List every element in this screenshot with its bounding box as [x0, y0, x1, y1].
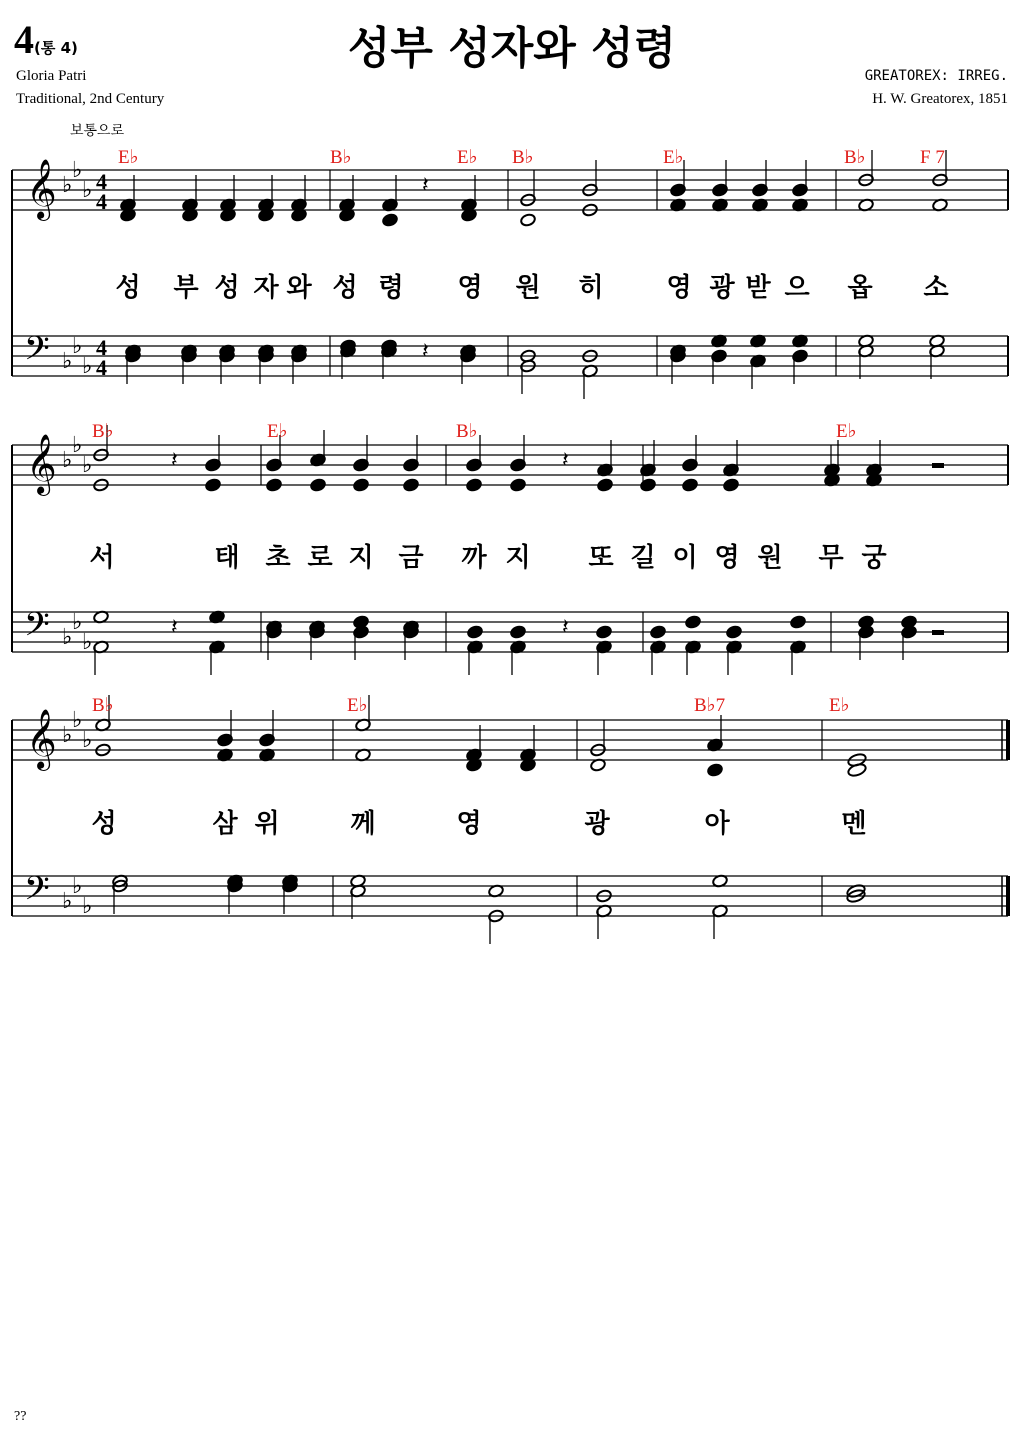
lyric-syllable: 아 [704, 809, 730, 839]
lyric-syllable: 금 [398, 543, 424, 573]
bass-clef: 𝄢 [24, 870, 50, 916]
chord-symbol: B♭ [92, 695, 114, 716]
flat-sign: ♭ [62, 448, 73, 473]
lyric-syllable: 히 [578, 273, 604, 303]
flat-sign: ♭ [82, 630, 93, 655]
lyric-syllable: 까 [461, 543, 487, 573]
lyric-syllable: 서 [89, 543, 115, 573]
bass-clef: 𝄢 [24, 330, 50, 376]
lyric-syllable: 길 [630, 543, 656, 573]
lyric-syllable: 원 [757, 543, 783, 573]
lyric-syllable: 위 [254, 809, 280, 839]
time-signature: 4 [96, 189, 107, 214]
hymn-number: 4(통 4) [14, 17, 78, 62]
notehead [310, 478, 327, 492]
lyric-syllable: 지 [348, 543, 374, 573]
notehead [707, 763, 724, 777]
notehead [266, 478, 283, 492]
lyric-syllable: 이 [672, 543, 698, 573]
lyric-syllable: 영 [456, 809, 482, 839]
flat-sign: ♭ [82, 354, 93, 379]
lyric-syllable: 소 [923, 273, 949, 303]
notehead [682, 478, 699, 492]
treble-clef: 𝄞 [26, 434, 57, 494]
lyric-syllable: 성 [214, 273, 240, 303]
lyric-syllable: 또 [588, 543, 614, 573]
flat-sign: ♭ [62, 349, 73, 374]
lyric-syllable: 영 [714, 543, 740, 573]
flat-sign: ♭ [82, 453, 93, 478]
chord-symbol: B♭ [330, 147, 352, 168]
chord-symbol: E♭ [836, 421, 857, 442]
page-footer: ?? [14, 1409, 27, 1424]
latin-title: Gloria Patri [16, 68, 87, 84]
time-signature: 4 [96, 169, 107, 194]
lyric-syllable: 령 [378, 273, 404, 303]
chord-symbol: E♭ [118, 147, 139, 168]
chord-symbol: E♭ [267, 421, 288, 442]
flat-sign: ♭ [72, 874, 83, 899]
notehead [726, 625, 743, 639]
lyric-syllable: 로 [307, 543, 333, 573]
quarter-rest: 𝄽 [422, 339, 429, 364]
quarter-rest: 𝄽 [562, 615, 569, 640]
lyric-syllable: 께 [350, 809, 376, 839]
notehead [790, 615, 807, 629]
flat-sign: ♭ [62, 625, 73, 650]
hymn-title: 성부 성자와 성령 [347, 23, 677, 74]
system-1 [12, 147, 1008, 399]
notehead [466, 478, 483, 492]
notehead [510, 625, 527, 639]
lyric-syllable: 삼 [212, 809, 238, 839]
quarter-rest: 𝄽 [422, 173, 429, 198]
notehead [640, 478, 657, 492]
notehead [520, 213, 537, 227]
flat-sign: ♭ [72, 158, 83, 183]
lyric-syllable: 광 [709, 273, 735, 303]
chord-symbol: E♭ [457, 147, 478, 168]
music-credit: H. W. Greatorex, 1851 [872, 91, 1008, 107]
lyric-syllable: 성 [91, 809, 117, 839]
flat-sign: ♭ [62, 173, 73, 198]
lyric-syllable: 받 [745, 273, 771, 303]
notehead [723, 478, 740, 492]
chord-symbol: B♭ [512, 147, 534, 168]
lyric-syllable: 옵 [847, 273, 873, 303]
lyric-syllable: 궁 [861, 543, 887, 573]
quarter-rest: 𝄽 [171, 615, 178, 640]
bass-clef: 𝄢 [24, 606, 50, 652]
old-hymn-number: (통 4) [34, 39, 78, 57]
lyric-syllable: 태 [214, 543, 240, 573]
chord-symbol: E♭ [829, 695, 850, 716]
flat-sign: ♭ [72, 334, 83, 359]
notehead [650, 625, 667, 639]
notehead [685, 615, 702, 629]
flat-sign: ♭ [72, 610, 83, 635]
notehead [353, 478, 370, 492]
flat-sign: ♭ [72, 708, 83, 733]
flat-sign: ♭ [82, 178, 93, 203]
tune-name: GREATOREX: IRREG. [864, 68, 1008, 84]
lyric-syllable: 지 [505, 543, 531, 573]
words-credit: Traditional, 2nd Century [16, 91, 165, 107]
notehead [596, 625, 613, 639]
flat-sign: ♭ [82, 894, 93, 919]
treble-clef: 𝄞 [26, 709, 57, 769]
notehead [597, 478, 614, 492]
chord-symbol: E♭ [347, 695, 368, 716]
notehead [467, 625, 484, 639]
chord-symbol: E♭ [663, 147, 684, 168]
chord-symbol: B♭ [844, 147, 866, 168]
chord-symbol: F 7 [920, 147, 945, 168]
chord-symbol: B♭ [92, 421, 114, 442]
system-3 [12, 695, 1008, 944]
lyric-syllable: 원 [515, 273, 541, 303]
notehead [510, 478, 527, 492]
time-signature: 4 [96, 335, 107, 360]
flat-sign: ♭ [62, 889, 73, 914]
lyric-syllable: 부 [173, 273, 199, 303]
quarter-rest: 𝄽 [171, 448, 178, 473]
lyric-syllable: 으 [784, 273, 810, 303]
system-2 [12, 421, 1008, 675]
lyric-syllable: 영 [457, 273, 483, 303]
lyric-syllable: 영 [666, 273, 692, 303]
lyric-syllable: 초 [265, 543, 291, 573]
notehead [403, 478, 420, 492]
time-signature: 4 [96, 355, 107, 380]
notehead [205, 478, 222, 492]
lyric-syllable: 와 [286, 273, 312, 303]
lyric-syllable: 광 [584, 809, 610, 839]
lyric-syllable: 성 [332, 273, 358, 303]
half-rest [932, 463, 944, 468]
chord-symbol: B♭ [456, 421, 478, 442]
flat-sign: ♭ [72, 433, 83, 458]
flat-sign: ♭ [82, 728, 93, 753]
flat-sign: ♭ [62, 723, 73, 748]
quarter-rest: 𝄽 [562, 448, 569, 473]
notehead [382, 213, 399, 227]
chord-symbol: B♭7 [694, 695, 726, 716]
lyric-syllable: 자 [253, 273, 279, 303]
lyric-syllable: 멘 [841, 809, 867, 839]
half-rest [932, 630, 944, 635]
lyric-syllable: 무 [818, 543, 844, 573]
tempo-marking: 보통으로 [70, 123, 125, 139]
treble-clef: 𝄞 [26, 159, 57, 219]
lyric-syllable: 성 [115, 273, 141, 303]
